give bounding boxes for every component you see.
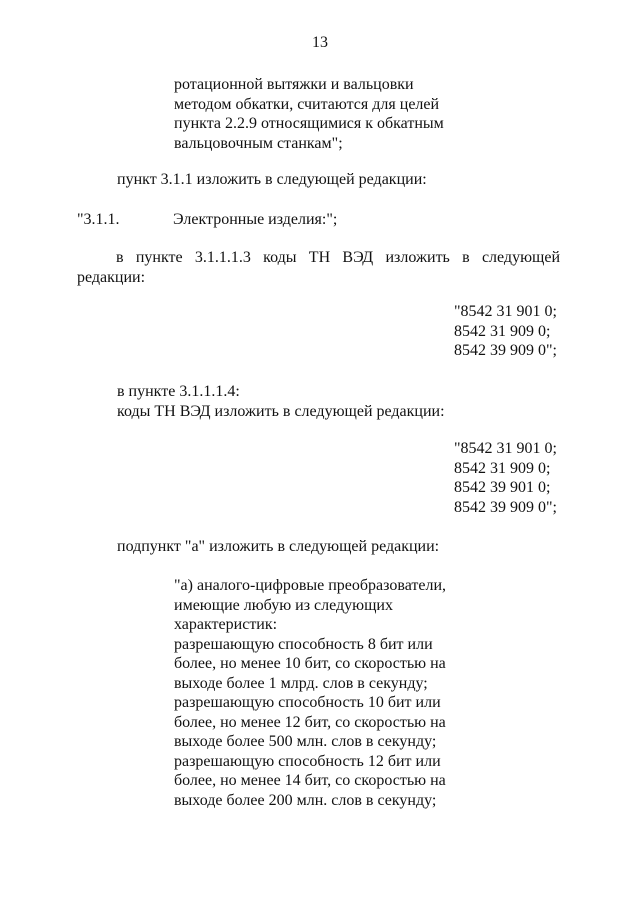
text-line: в пункте 3.1.1.1.4: [117, 383, 240, 400]
paragraph-3-1-1-1-4 [117, 382, 445, 421]
text-line: более, но менее 12 бит, со скоростью на [174, 713, 446, 731]
text-line: методом обкатки, считаются для целей [174, 95, 440, 113]
text-line: редакции: [77, 268, 146, 286]
code-item: 8542 39 909 0"; [454, 342, 557, 359]
paragraph-3-1-1: пункт 3.1.1 изложить в следующей редакции: [117, 171, 427, 188]
codes-list-3-1-1-1-4 [454, 439, 557, 517]
paragraph-subpoint-a: подпункт "а" изложить в следующей редакции: [117, 538, 440, 555]
section-number: "3.1.1. [77, 211, 120, 228]
text-line: разрешающую способность 8 бит или [174, 635, 433, 653]
text-line: более, но менее 10 бит, со скоростью на [174, 655, 446, 672]
text-line: выходе более 200 млн. слов в секунду; [174, 791, 437, 809]
subpoint-a-block [174, 576, 474, 810]
text-line: разрешающую способность 10 бит или [174, 694, 441, 711]
text-line: характеристик: [174, 616, 278, 633]
code-item: 8542 39 909 0"; [454, 498, 557, 516]
text-line: имеющие любую из следующих [174, 596, 393, 614]
text-line: более, но менее 14 бит, со скоростью на [174, 772, 446, 789]
code-item: 8542 31 909 0; [454, 322, 551, 340]
text-line: выходе более 1 млрд. слов в секунду; [174, 674, 428, 692]
text-line: разрешающую способность 12 бит или [174, 752, 441, 770]
section-title: Электронные изделия:"; [173, 211, 338, 228]
intro-block [174, 75, 474, 153]
code-item: "8542 31 901 0; [454, 440, 557, 457]
text-line: ротационной вытяжки и вальцовки [174, 76, 414, 93]
code-item: 8542 31 909 0; [454, 459, 551, 477]
text-line: вальцовочным станкам"; [174, 134, 343, 152]
text-line: в пункте 3.1.1.1.3 коды ТН ВЭД изложить в следующей [116, 249, 560, 266]
section-heading [77, 210, 337, 230]
code-item: "8542 31 901 0; [454, 303, 557, 320]
page-number: 13 [312, 34, 328, 51]
code-item: 8542 39 901 0; [454, 479, 551, 496]
text-line: пункта 2.2.9 относящимися к обкатным [174, 115, 444, 132]
codes-list-3-1-1-1-3 [454, 302, 557, 361]
paragraph-3-1-1-1-3 [77, 248, 560, 287]
text-line: "а) аналого-цифровые преобразователи, [174, 577, 447, 594]
text-line: коды ТН ВЭД изложить в следующей редакции: [117, 402, 445, 420]
text-line: выходе более 500 млн. слов в секунду; [174, 733, 437, 750]
